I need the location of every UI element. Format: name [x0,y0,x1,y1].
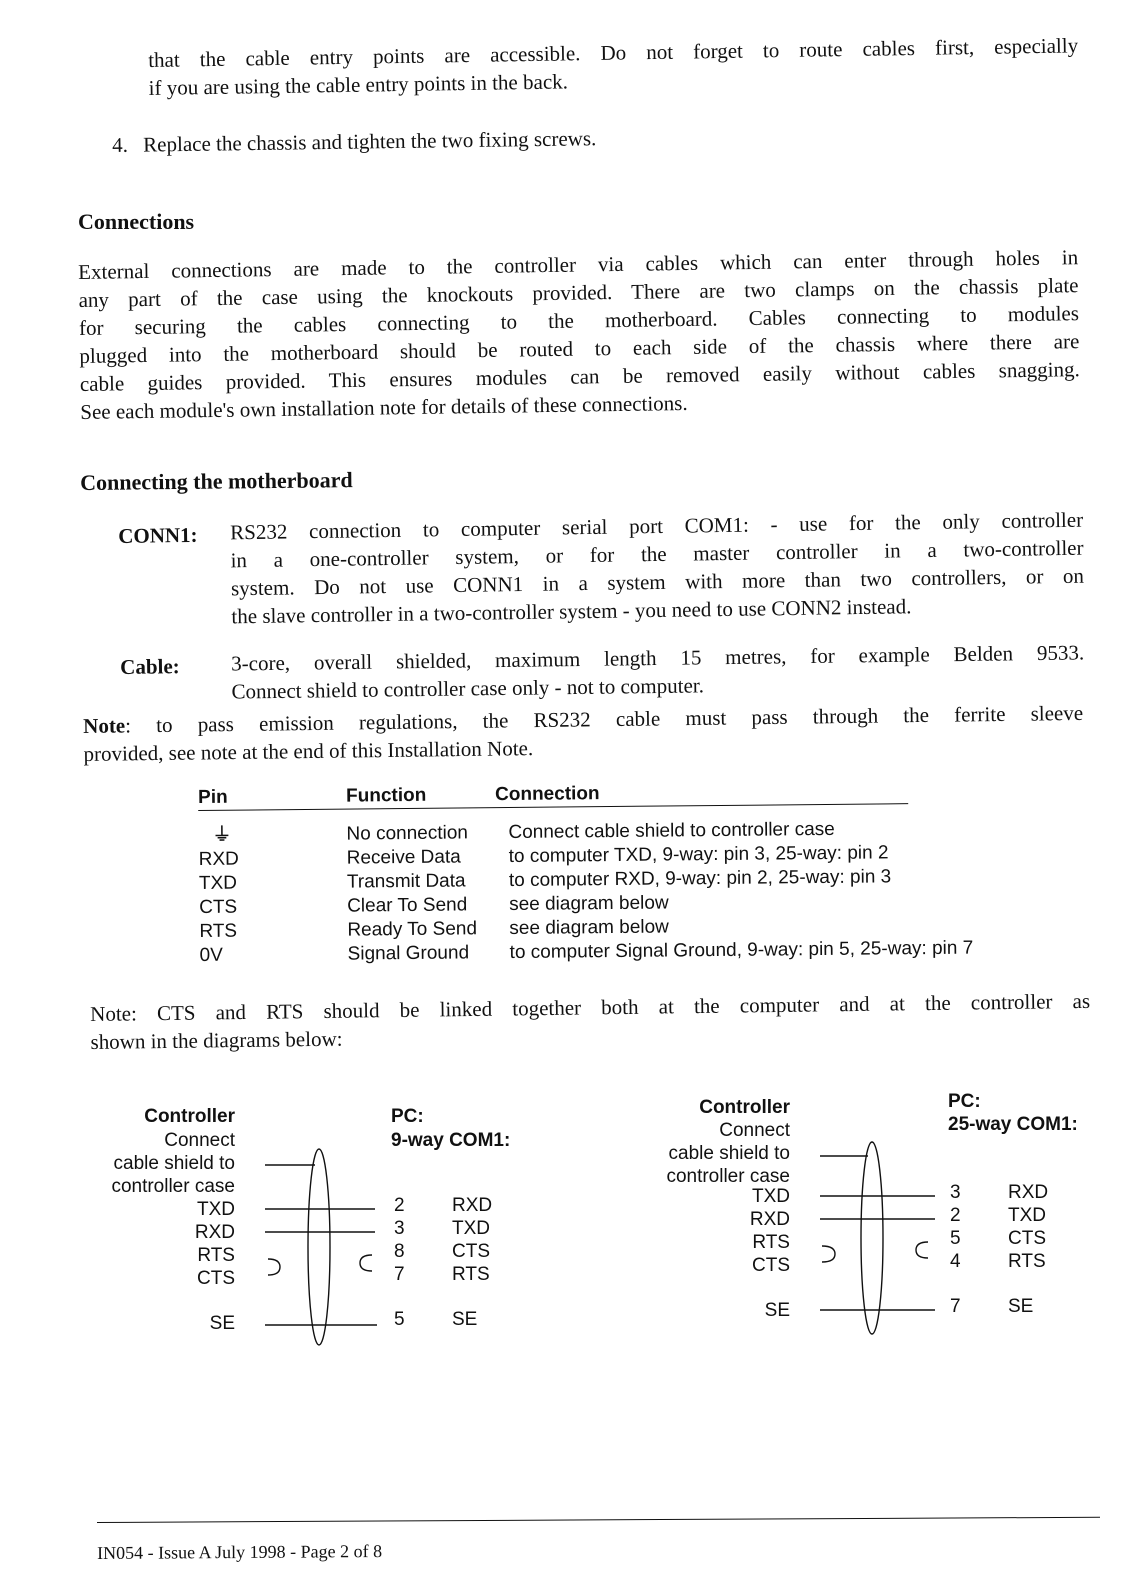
controller-signal: CTS [752,1255,790,1276]
connections-line: for securing the cables connecting to the motherboard. Cables connecting to modules [78,301,1080,340]
conn1-line: the slave controller in a two-controller system - you need to use CONN2 instead. [231,594,912,629]
pc-pin: 7 [394,1264,405,1285]
cable-text [231,638,1085,705]
connections-line: External connections are made to the controller via cables which can enter through holes in [78,245,1079,284]
controller-signal: CTS [197,1268,235,1289]
pc-signal: TXD [1008,1205,1046,1226]
pc-se-pin: 5 [394,1309,405,1330]
pc-pin: 4 [950,1251,961,1272]
intro-line-1: that the cable entry points are accessible. Do not forget to route cables first, especially [148,33,1079,72]
intro-line-2: if you are using the cable entry points in the back. [148,69,569,100]
pc-signal: CTS [1008,1228,1046,1249]
link-note [90,987,1091,1056]
pc-link [360,1255,372,1271]
link-note-line-1: Note: CTS and RTS should be linked together both at the computer and at the controller as [90,988,1091,1026]
row-function: Ready To Send [347,918,478,941]
connections-line: any part of the case using the knockouts provided. There are two clamps on the chassis plate [78,273,1079,312]
controller-shield-text-2: cable shield to [668,1143,790,1164]
footer-rule [97,1517,1100,1523]
controller-shield-text-3: controller case [666,1166,790,1187]
controller-shield-text-3: controller case [111,1176,235,1197]
emission-note [83,699,1084,768]
row-connection: to computer TXD, 9-way: pin 3, 25-way: pin 2 [508,842,889,868]
cable-line: Connect shield to controller case only - not to computer. [231,673,705,704]
pc-pin: 3 [394,1218,405,1239]
pc-signal: RXD [452,1195,493,1216]
controller-title: Controller [699,1097,790,1118]
row-pin: 0V [199,944,223,966]
controller-signal: RTS [752,1232,790,1253]
ferrite-sleeve [861,1142,883,1334]
cable-block [120,638,1085,704]
conn1-text [230,506,1085,631]
row-connection: to computer RXD, 9-way: pin 2, 25-way: pin 3 [508,866,892,892]
footer-text: IN054 - Issue A July 1998 - Page 2 of 8 [97,1541,383,1563]
pc-signal: CTS [452,1241,490,1262]
motherboard-heading: Connecting the motherboard [80,467,353,495]
ferrite-sleeve [308,1149,330,1345]
cable-label: Cable: [120,654,180,679]
connections-line: plugged into the motherboard should be routed to each side of the chassis where there are [79,329,1080,368]
pc-se: SE [452,1309,478,1330]
wiring-9way [90,1105,560,1365]
row-connection: see diagram below [509,892,669,916]
header-pin: Pin [198,786,228,808]
pc-title: PC: [391,1106,424,1127]
pc-pin: 2 [950,1205,961,1226]
step-number: 4. [112,132,129,157]
step-4 [112,121,812,159]
controller-signal: TXD [197,1199,235,1220]
row-connection: see diagram below [509,916,669,940]
controller-shield-text-2: cable shield to [113,1153,235,1174]
row-connection: to computer Signal Ground, 9-way: pin 5, 25-way: pin 7 [509,937,974,964]
conn1-line: system. Do not use CONN1 in a system with more than two controllers, or on [230,563,1085,601]
pc-pin: 5 [950,1228,961,1249]
controller-title: Controller [144,1106,235,1127]
pc-signal: RTS [452,1264,490,1285]
row-function: Transmit Data [346,870,466,893]
emission-note-label: Note [83,713,126,738]
controller-link [822,1246,835,1262]
row-connection: Connect cable shield to controller case [508,818,835,844]
diagram-25way [640,1090,1110,1350]
pc-subtitle: 25-way COM1: [948,1114,1078,1135]
emission-note-line-2: provided, see note at the end of this Installation Note. [83,736,534,766]
conn1-label: CONN1: [118,522,198,548]
controller-signal: TXD [752,1186,790,1207]
controller-link [268,1259,280,1275]
row-function: Receive Data [346,846,461,869]
row-function: Clear To Send [347,894,468,917]
pc-signal: TXD [452,1218,490,1239]
row-pin: CTS [199,896,238,918]
controller-signal: RXD [194,1222,235,1243]
cable-line: 3-core, overall shielded, maximum length 15 metres, for example Belden 9533. [231,640,1085,676]
intro-continuation [148,31,1079,102]
pc-title: PC: [948,1091,981,1112]
controller-se: SE [209,1313,235,1334]
step-text: Replace the chassis and tighten the two fixing screws. [143,126,597,157]
pc-link [916,1242,928,1258]
controller-shield-text-1: Connect [719,1120,790,1141]
controller-se: SE [764,1300,790,1321]
controller-signal: RXD [749,1209,790,1230]
conn1-block [118,506,1085,629]
ground-icon: ⏚ [212,824,232,846]
connections-line: cable guides provided. This ensures modules can be removed easily without cables snagging. [79,357,1080,396]
pc-pin: 2 [394,1195,405,1216]
diagram-9way [90,1105,560,1365]
controller-signal: RTS [197,1245,235,1266]
pc-signal: RXD [1008,1182,1049,1203]
row-pin: RXD [198,848,239,870]
connections-paragraph [78,243,1080,426]
row-function: No connection [346,822,469,845]
connections-heading: Connections [78,209,195,234]
header-function: Function [346,784,427,807]
emission-note-text-1: : to pass emission regulations, the RS232 cable must pass through the ferrite sleeve [125,700,1084,738]
row-function: Signal Ground [347,942,470,965]
pin-table [198,778,1000,976]
pc-signal: RTS [1008,1251,1046,1272]
pc-subtitle: 9-way COM1: [391,1130,511,1151]
controller-shield-text-1: Connect [164,1130,235,1151]
header-connection: Connection [494,783,600,806]
pin-table-header [198,779,908,811]
row-pin: TXD [198,872,238,894]
row-pin: RTS [199,920,238,942]
link-note-line-2: shown in the diagrams below: [90,1026,343,1054]
pc-se: SE [1008,1296,1034,1317]
wiring-25way [640,1090,1110,1350]
connections-line: See each module's own installation note for details of these connections. [80,390,688,424]
conn1-line: in a one-controller system, or for the master controller in a two-controller [230,535,1084,573]
pc-pin: 8 [394,1241,405,1262]
pc-pin: 3 [950,1182,961,1203]
table-row [198,816,998,846]
pc-se-pin: 7 [950,1296,961,1317]
conn1-line: RS232 connection to computer serial port COM1: - use for the only controller [230,507,1084,545]
